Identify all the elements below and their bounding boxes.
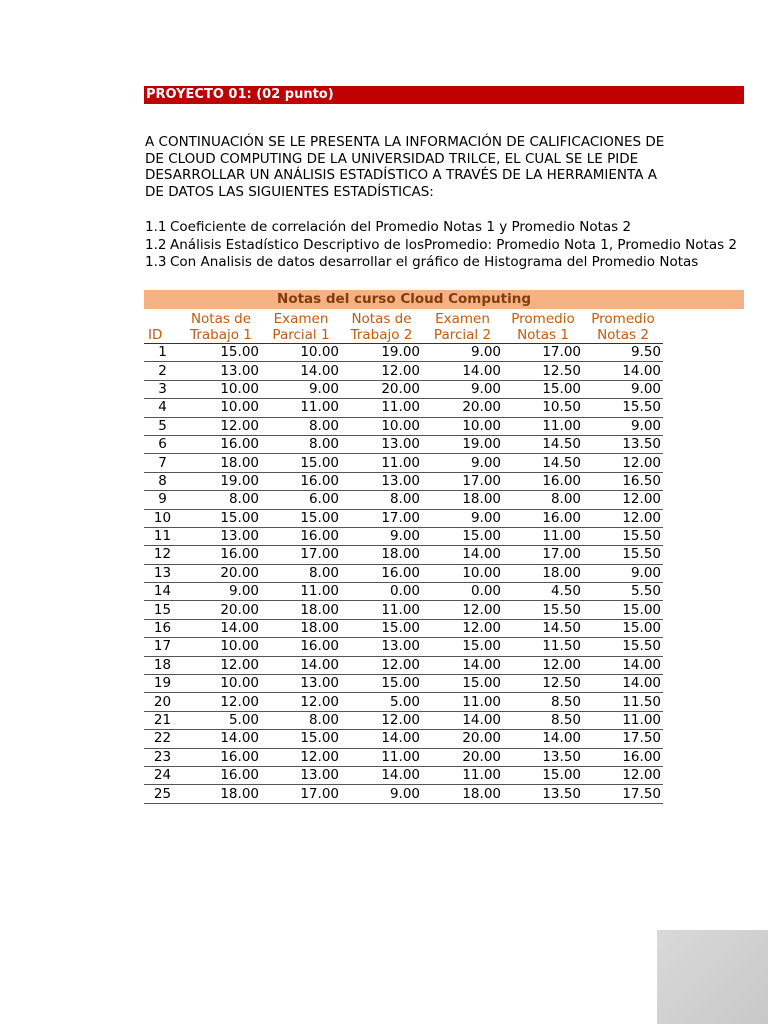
cell-value: 13.00 [341,435,422,453]
cell-value: 16.00 [181,748,261,766]
cell-value: 9.00 [181,583,261,601]
cell-value: 13.50 [503,748,583,766]
table-row [144,564,663,582]
cell-value: 16.00 [181,435,261,453]
cell-value: 12.00 [181,693,261,711]
cell-value: 14.00 [181,730,261,748]
cell-value: 14.00 [341,766,422,784]
cell-id: 7 [144,454,181,472]
cell-value: 16.00 [503,509,583,527]
cell-value: 15.50 [583,399,663,417]
cell-value: 14.00 [583,675,663,693]
grades-table [144,309,663,804]
cell-value: 12.00 [261,748,341,766]
cell-value: 15.00 [422,638,503,656]
cell-value: 20.00 [422,399,503,417]
cell-value: 14.00 [341,730,422,748]
cell-value: 18.00 [422,491,503,509]
cell-value: 8.00 [261,564,341,582]
cell-id: 17 [144,638,181,656]
cell-value: 8.00 [261,711,341,729]
table-header-row [144,309,663,344]
column-header-line: Notas 1 [517,327,569,343]
cell-value: 9.00 [422,509,503,527]
cell-value: 0.00 [422,583,503,601]
table-row [144,362,663,380]
cell-value: 18.00 [503,564,583,582]
task-number: 1.3 [145,254,167,270]
table-row [144,638,663,656]
cell-value: 12.00 [181,417,261,435]
task-text: Con Analisis de datos desarrollar el gráfico de Histograma del Promedio Notas [170,254,699,270]
cell-value: 10.00 [261,344,341,362]
table-row [144,619,663,637]
cell-value: 12.50 [503,362,583,380]
cell-value: 11.00 [341,601,422,619]
table-row [144,785,663,803]
cell-id: 1 [144,344,181,362]
cell-id: 12 [144,546,181,564]
cell-value: 16.50 [583,472,663,490]
column-header [341,309,422,344]
cell-value: 15.50 [583,527,663,545]
cell-value: 16.00 [261,527,341,545]
cell-value: 16.00 [503,472,583,490]
task-text: Coeficiente de correlación del Promedio Notas 1 y Promedio Notas 2 [170,219,632,235]
table-row [144,344,663,362]
cell-id: 9 [144,491,181,509]
column-header-line: Notas de [351,311,412,327]
table-row [144,748,663,766]
cell-value: 8.00 [181,491,261,509]
task-item [145,219,665,237]
cell-value: 15.00 [583,601,663,619]
cell-value: 14.50 [503,454,583,472]
cell-value: 11.00 [503,417,583,435]
column-header-line: Parcial 1 [272,327,330,343]
cell-value: 13.00 [341,638,422,656]
cell-id: 6 [144,435,181,453]
task-item [145,254,699,272]
cell-value: 12.00 [422,619,503,637]
cell-value: 9.00 [341,785,422,803]
column-header-id [144,309,181,344]
intro-paragraph [145,134,665,200]
cell-value: 12.00 [583,509,663,527]
cell-value: 12.00 [261,693,341,711]
cell-value: 8.50 [503,711,583,729]
table-row [144,675,663,693]
cell-id: 22 [144,730,181,748]
cell-value: 15.50 [583,638,663,656]
cell-value: 10.00 [422,417,503,435]
cell-value: 13.00 [261,675,341,693]
cell-value: 14.00 [583,656,663,674]
table-row [144,766,663,784]
cell-value: 10.00 [181,675,261,693]
cell-value: 17.50 [583,730,663,748]
cell-value: 20.00 [341,380,422,398]
cell-id: 18 [144,656,181,674]
cell-value: 13.50 [503,785,583,803]
cell-value: 15.00 [341,619,422,637]
cell-value: 18.00 [181,785,261,803]
column-header-line: Trabajo 1 [190,327,252,343]
table-body [144,344,663,804]
cell-value: 0.00 [341,583,422,601]
cell-value: 15.00 [583,619,663,637]
cell-value: 15.50 [583,546,663,564]
cell-value: 15.00 [341,675,422,693]
task-text: Análisis Estadístico Descriptivo de losPromedio: Promedio Nota 1, Promedio Notas 2 [170,236,737,253]
cell-value: 15.00 [181,344,261,362]
cell-value: 11.00 [422,766,503,784]
cell-value: 18.00 [261,601,341,619]
table-row [144,527,663,545]
cell-value: 14.00 [422,656,503,674]
cell-value: 9.00 [422,454,503,472]
cell-value: 20.00 [181,601,261,619]
cell-value: 14.00 [261,656,341,674]
cell-value: 8.50 [503,693,583,711]
cell-value: 4.50 [503,583,583,601]
cell-id: 16 [144,619,181,637]
cell-value: 9.00 [583,417,663,435]
table-row [144,399,663,417]
cell-id: 20 [144,693,181,711]
column-header-line: Notas 2 [597,327,649,343]
cell-id: 11 [144,527,181,545]
cell-value: 6.00 [261,491,341,509]
cell-value: 10.00 [181,638,261,656]
cell-value: 14.00 [422,711,503,729]
cell-value: 11.00 [583,711,663,729]
cell-value: 11.00 [261,399,341,417]
table-row [144,711,663,729]
cell-value: 15.00 [503,380,583,398]
cell-value: 17.00 [261,785,341,803]
cell-value: 17.00 [261,546,341,564]
column-header [503,309,583,344]
cell-value: 16.00 [341,564,422,582]
intro-line: DESARROLLAR UN ANÁLISIS ESTADÍSTICO A TRAVÉS DE LA HERRAMIENTA A [145,167,657,183]
cell-id: 23 [144,748,181,766]
task-number: 1.2 [145,236,167,253]
table-row [144,417,663,435]
cell-value: 14.00 [422,362,503,380]
cell-value: 14.00 [583,362,663,380]
column-header-line: ID [148,327,163,343]
column-header [181,309,261,344]
intro-line: DE CLOUD COMPUTING DE LA UNIVERSIDAD TRILCE, EL CUAL SE LE PIDE [145,150,639,167]
cell-value: 12.00 [341,656,422,674]
cell-value: 18.00 [422,785,503,803]
cell-value: 15.00 [261,730,341,748]
cell-value: 18.00 [341,546,422,564]
cell-id: 15 [144,601,181,619]
cell-value: 17.50 [583,785,663,803]
table-row [144,583,663,601]
cell-value: 9.00 [422,344,503,362]
cell-value: 10.00 [181,399,261,417]
cell-value: 17.00 [503,344,583,362]
cell-value: 19.00 [181,472,261,490]
cell-value: 10.00 [181,380,261,398]
cell-value: 5.50 [583,583,663,601]
cell-value: 12.00 [583,766,663,784]
cell-value: 9.00 [341,527,422,545]
column-header [261,309,341,344]
table-row [144,601,663,619]
cell-value: 15.00 [422,675,503,693]
task-item [145,236,737,255]
cell-value: 20.00 [422,748,503,766]
cell-value: 11.00 [261,583,341,601]
cell-id: 24 [144,766,181,784]
cell-value: 19.00 [341,344,422,362]
cell-value: 20.00 [181,564,261,582]
cell-value: 9.50 [583,344,663,362]
cell-value: 15.00 [261,509,341,527]
cell-value: 20.00 [422,730,503,748]
column-header-line: Examen [273,311,329,327]
cell-value: 11.00 [422,693,503,711]
cell-id: 14 [144,583,181,601]
cell-value: 14.00 [261,362,341,380]
cell-id: 25 [144,785,181,803]
cell-value: 8.00 [261,417,341,435]
cell-value: 15.50 [503,601,583,619]
column-header-line: Trabajo 2 [350,327,413,343]
cell-value: 11.00 [341,454,422,472]
cell-value: 16.00 [181,766,261,784]
cell-value: 17.00 [422,472,503,490]
cell-value: 12.00 [503,656,583,674]
cell-value: 17.00 [503,546,583,564]
cell-value: 10.00 [341,417,422,435]
cell-id: 13 [144,564,181,582]
table-row [144,656,663,674]
cell-value: 12.00 [422,601,503,619]
intro-line: DE DATOS LAS SIGUIENTES ESTADÍSTICAS: [145,183,434,200]
cell-value: 11.00 [341,748,422,766]
cell-value: 18.00 [181,454,261,472]
table-row [144,454,663,472]
cell-value: 13.00 [181,527,261,545]
cell-id: 2 [144,362,181,380]
cell-value: 14.00 [181,619,261,637]
cell-id: 4 [144,399,181,417]
cell-value: 16.00 [261,638,341,656]
cell-value: 16.00 [261,472,341,490]
cell-value: 11.50 [503,638,583,656]
column-header-line: Examen [435,311,490,327]
column-header-line: Promedio [511,311,575,327]
page-corner-shade [657,930,768,1024]
cell-value: 11.00 [341,399,422,417]
cell-value: 14.50 [503,435,583,453]
cell-value: 15.00 [261,454,341,472]
cell-id: 3 [144,380,181,398]
cell-value: 15.00 [503,766,583,784]
cell-id: 8 [144,472,181,490]
cell-value: 13.00 [261,766,341,784]
table-row [144,380,663,398]
table-row [144,491,663,509]
cell-value: 13.00 [341,472,422,490]
cell-value: 17.00 [341,509,422,527]
cell-value: 14.50 [503,619,583,637]
table-row [144,693,663,711]
column-header [422,309,503,344]
cell-value: 18.00 [261,619,341,637]
cell-value: 15.00 [181,509,261,527]
cell-value: 5.00 [181,711,261,729]
cell-value: 11.50 [583,693,663,711]
cell-value: 12.00 [341,362,422,380]
intro-line: A CONTINUACIÓN SE LE PRESENTA LA INFORMACIÓN DE CALIFICACIONES DE [145,134,665,150]
cell-value: 8.00 [503,491,583,509]
cell-value: 12.00 [181,656,261,674]
project-title: PROYECTO 01: (02 punto) [144,86,744,104]
cell-value: 9.00 [583,564,663,582]
cell-value: 14.00 [422,546,503,564]
cell-value: 9.00 [261,380,341,398]
task-number: 1.1 [145,219,167,235]
cell-value: 15.00 [422,527,503,545]
column-header [583,309,663,344]
cell-value: 13.00 [181,362,261,380]
cell-value: 13.50 [583,435,663,453]
cell-value: 10.50 [503,399,583,417]
cell-value: 19.00 [422,435,503,453]
column-header-line: Promedio [591,311,655,327]
cell-value: 16.00 [583,748,663,766]
cell-id: 10 [144,509,181,527]
table-row [144,546,663,564]
cell-value: 12.00 [341,711,422,729]
cell-value: 16.00 [181,546,261,564]
table-title: Notas del curso Cloud Computing [144,290,744,309]
cell-value: 5.00 [341,693,422,711]
cell-value: 9.00 [422,380,503,398]
cell-value: 12.00 [583,491,663,509]
cell-id: 21 [144,711,181,729]
column-header-line: Notas de [190,311,252,327]
cell-value: 9.00 [583,380,663,398]
cell-value: 12.50 [503,675,583,693]
cell-value: 10.00 [422,564,503,582]
table-row [144,730,663,748]
cell-id: 5 [144,417,181,435]
cell-value: 12.00 [583,454,663,472]
cell-value: 8.00 [261,435,341,453]
column-header-line: Parcial 2 [433,327,492,343]
cell-value: 11.00 [503,527,583,545]
cell-value: 14.00 [503,730,583,748]
table-row [144,472,663,490]
table-row [144,435,663,453]
task-list [145,219,737,272]
table-row [144,509,663,527]
cell-value: 8.00 [341,491,422,509]
cell-id: 19 [144,675,181,693]
